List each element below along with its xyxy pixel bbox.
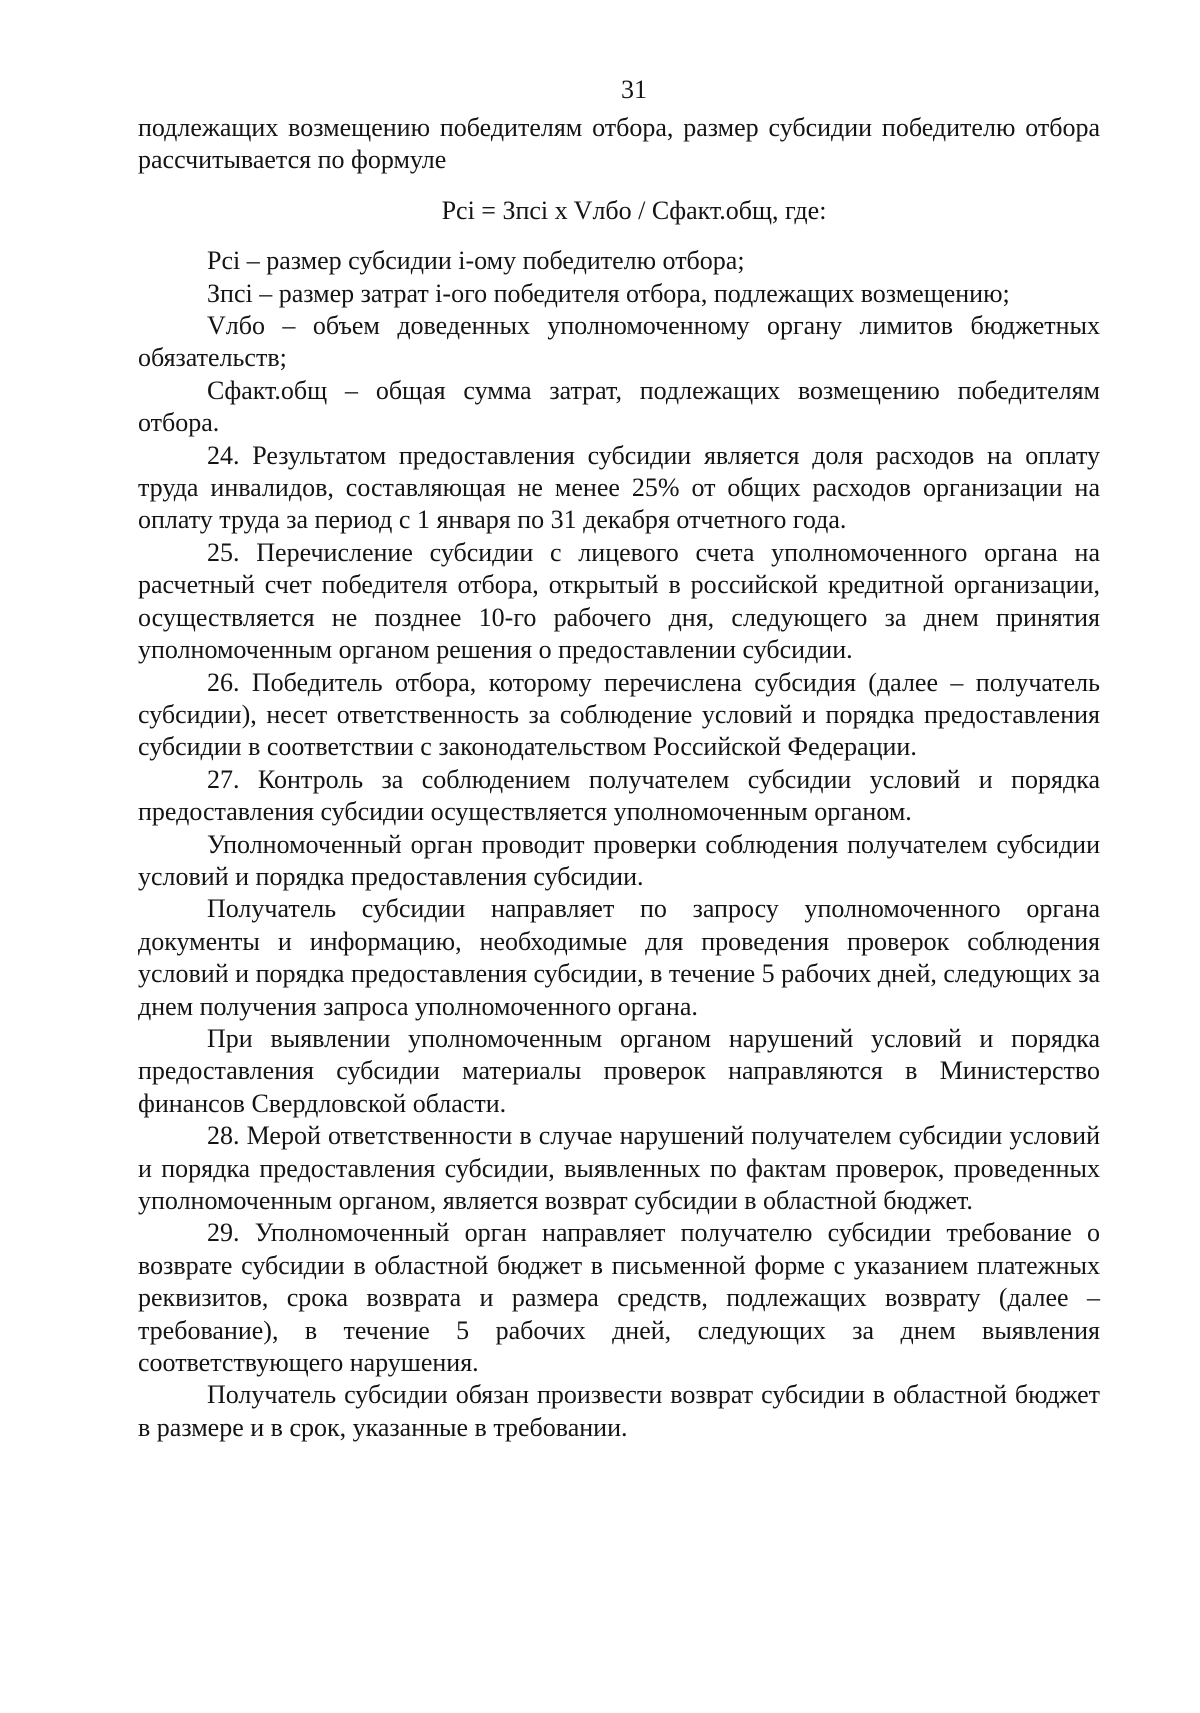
subsidy-formula: Pci = Зпсi x Vлбо / Сфакт.общ, где: bbox=[441, 195, 827, 225]
page-number: 31 bbox=[621, 75, 647, 104]
definition-pci: Pci – размер субсидии i-ому победителю отбора; bbox=[207, 246, 745, 276]
document-page bbox=[138, 74, 1100, 1444]
clause-29-refund-obligation: Получатель субсидии обязан произвести возврат субсидии в областной бюджет в размере и в срок, указанные в требовании. bbox=[138, 1380, 1100, 1442]
clause-26: 26. Победитель отбора, которому перечислена субсидия (далее – получатель субсидии), несет ответственность за соблюдение условий и порядка предоставления субсидии в соответствии с законодательством Российской Федерации. bbox=[138, 667, 1100, 762]
definition-sfakt: Сфакт.общ – общая сумма затрат, подлежащих возмещению победителям отбора. bbox=[138, 375, 1100, 438]
clause-27-documents: Получатель субсидии направляет по запросу уполномоченного органа документы и информацию, необходимые для проведения проверок соблюдения условий и порядка предоставления субсидии, в течение 5 рабочих дней, следующих за днем получения запроса уполномоченного органа. bbox=[138, 894, 1100, 1021]
clause-25: 25. Перечисление субсидии с лицевого счета уполномоченного органа на расчетный счет победителя отбора, открытый в российской кредитной организации, осуществляется не позднее 10-го рабочего дня, следующего за днем принятия уполномоченным органом решения о предоставлении субсидии. bbox=[138, 537, 1100, 665]
definition-zpsi: Зпсi – размер затрат i-ого победителя отбора, подлежащих возмещению; bbox=[207, 278, 1010, 308]
clause-28: 28. Мерой ответственности в случае нарушений получателем субсидии условий и порядка предоставления субсидии, выявленных по фактам проверок, проведенных уполномоченным органом, является возврат субсидии в областной бюджет. bbox=[138, 1121, 1100, 1215]
clause-24: 24. Результатом предоставления субсидии является доля расходов на оплату труда инвалидов, составляющая не менее 25% от общих расходов организации на оплату труда за период с 1 января по 31 декабря отчетного года. bbox=[138, 440, 1100, 535]
intro-paragraph: подлежащих возмещению победителям отбора, размер субсидии победителю отбора рассчитывается по формуле bbox=[138, 113, 1100, 175]
definition-vlbo: Vлбо – объем доведенных уполномоченному органу лимитов бюджетных обязательств; bbox=[138, 311, 1100, 373]
clause-27-inspections: Уполномоченный орган проводит проверки соблюдения получателем субсидии условий и порядка предоставления субсидии. bbox=[138, 829, 1100, 891]
clause-27-violations: При выявлении уполномоченным органом нарушений условий и порядка предоставления субсидии материалы проверок направляются в Министерство финансов Свердловской области. bbox=[138, 1023, 1100, 1118]
clause-29: 29. Уполномоченный орган направляет получателю субсидии требование о возврате субсидии в областной бюджет в письменной форме с указанием платежных реквизитов, срока возврата и размера средств, подлежащих возврату (далее – требование), в течение 5 рабочих дней, следующих за днем выявления соответствующего нарушения. bbox=[138, 1218, 1100, 1378]
clause-27: 27. Контроль за соблюдением получателем субсидии условий и порядка предоставления субсидии осуществляется уполномоченным органом. bbox=[138, 764, 1100, 827]
